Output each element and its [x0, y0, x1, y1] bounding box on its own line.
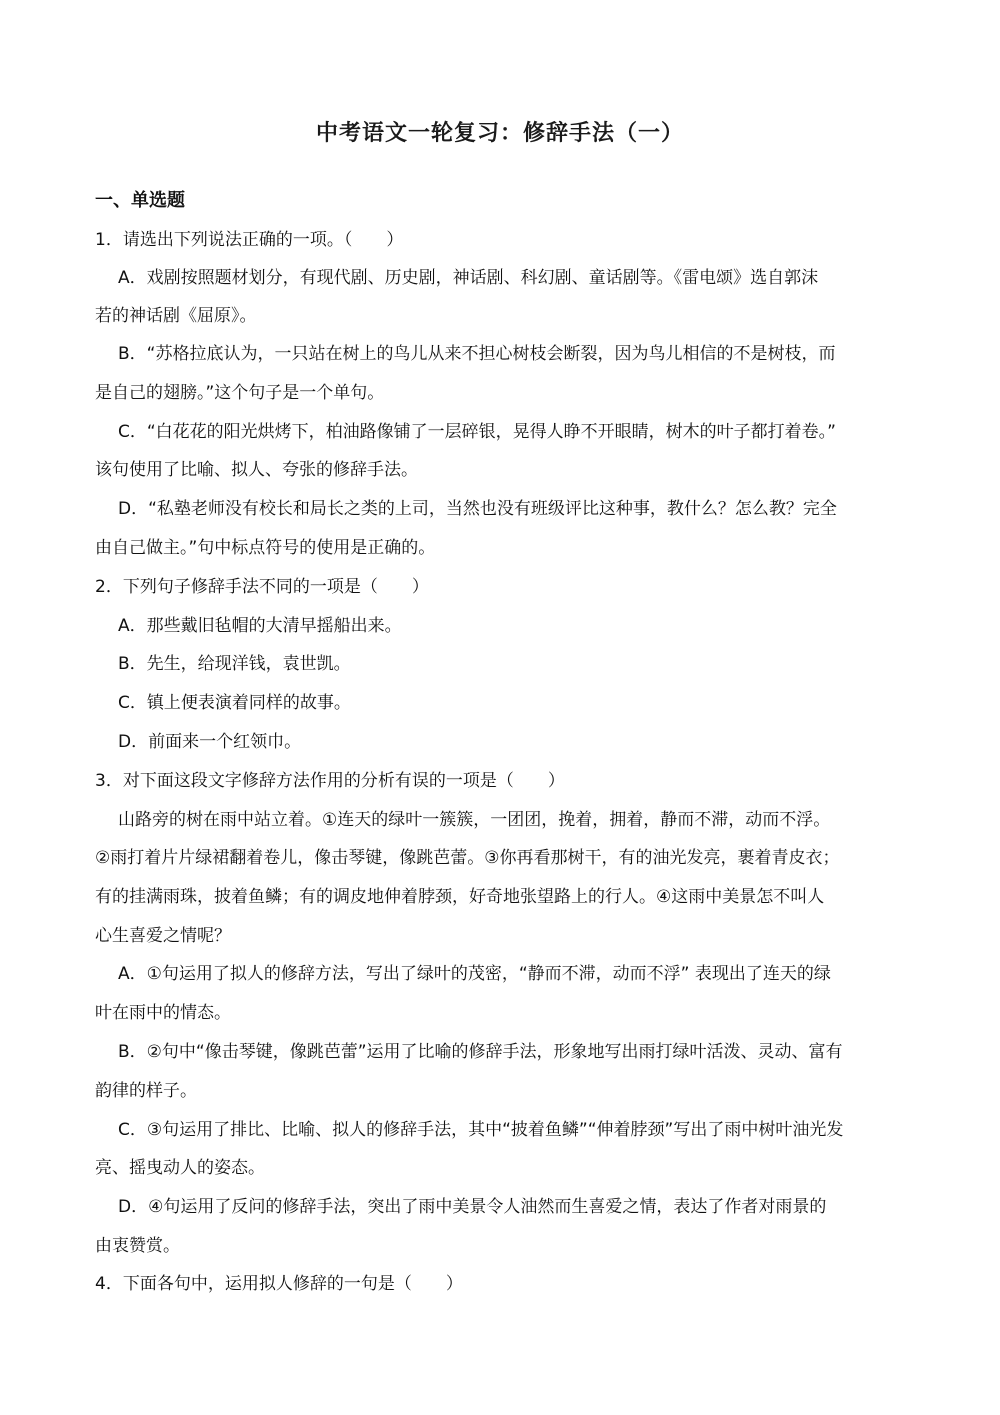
question-3-option-d-cont: 由衷赞赏。 [95, 1236, 180, 1256]
question-2-option-a: A．那些戴旧毡帽的大清早摇船出来。 [118, 616, 402, 636]
question-1-option-b: B．“苏格拉底认为，一只站在树上的鸟儿从来不担心树枝会断裂，因为鸟儿相信的不是树枝，而 [118, 344, 836, 364]
question-4-stem: 4．下面各句中，运用拟人修辞的一句是（ ） [95, 1274, 463, 1294]
question-1-option-d-cont: 由自己做主。”句中标点符号的使用是正确的。 [95, 538, 436, 558]
question-3-stem: 3．对下面这段文字修辞方法作用的分析有误的一项是（ ） [95, 771, 565, 791]
page-title: 中考语文一轮复习：修辞手法（一） [315, 121, 684, 146]
question-3-option-a: A．①句运用了拟人的修辞方法，写出了绿叶的茂密，“静而不滞，动而不浮” 表现出了连天的绿 [118, 964, 831, 984]
question-1-option-a-cont: 若的神话剧《屈原》。 [95, 306, 257, 326]
question-1-option-c-cont: 该句使用了比喻、拟人、夸张的修辞手法。 [95, 460, 418, 480]
question-1-option-c: C．“白花花的阳光烘烤下，柏油路像铺了一层碎银，晃得人睁不开眼睛，树木的叶子都打着卷。” [118, 422, 836, 442]
question-2-option-b: B．先生，给现洋钱，袁世凯。 [118, 654, 351, 674]
question-1-option-d: D．“私塾老师没有校长和局长之类的上司，当然也没有班级评比这种事，教什么？怎么教？完全 [118, 499, 837, 519]
question-1-option-a: A．戏剧按照题材划分，有现代剧、历史剧，神话剧、科幻剧、童话剧等。《雷电颂》选自郭沫 [118, 268, 819, 288]
question-3-passage-line: 心生喜爱之情呢？ [95, 926, 231, 946]
question-2-option-d: D．前面来一个红领巾。 [118, 732, 302, 752]
question-3-option-c-cont: 亮、摇曳动人的姿态。 [95, 1158, 265, 1178]
question-1-stem: 1．请选出下列说法正确的一项。（ ） [95, 230, 404, 250]
question-3-option-b-cont: 韵律的样子。 [95, 1081, 197, 1101]
question-3-option-c: C．③句运用了排比、比喻、拟人的修辞手法，其中“披着鱼鳞”“伸着脖颈”写出了雨中树叶油光发 [118, 1120, 844, 1140]
question-2-option-c: C．镇上便表演着同样的故事。 [118, 693, 351, 713]
question-3-option-d: D．④句运用了反问的修辞手法，突出了雨中美景令人油然而生喜爱之情，表达了作者对雨景的 [118, 1197, 827, 1217]
question-3-passage-line: 山路旁的树在雨中站立着。①连天的绿叶一簇簇，一团团，挽着，拥着，静而不滞，动而不浮。 [118, 810, 831, 830]
question-3-option-b: B．②句中“像击琴键，像跳芭蕾”运用了比喻的修辞手法，形象地写出雨打绿叶活泼、灵动、富有 [118, 1042, 843, 1062]
section-heading: 一、单选题 [95, 190, 185, 211]
question-3-passage-line: ②雨打着片片绿裙翻着卷儿，像击琴键，像跳芭蕾。③你再看那树干，有的油光发亮，裹着青皮衣； [95, 848, 840, 868]
question-3-passage-line: 有的挂满雨珠，披着鱼鳞；有的调皮地伸着脖颈，好奇地张望路上的行人。④这雨中美景怎不叫人 [95, 887, 825, 907]
question-3-option-a-cont: 叶在雨中的情态。 [95, 1003, 231, 1023]
question-2-stem: 2．下列句子修辞手法不同的一项是（ ） [95, 577, 429, 597]
question-1-option-b-cont: 是自己的翅膀。”这个句子是一个单句。 [95, 383, 385, 403]
